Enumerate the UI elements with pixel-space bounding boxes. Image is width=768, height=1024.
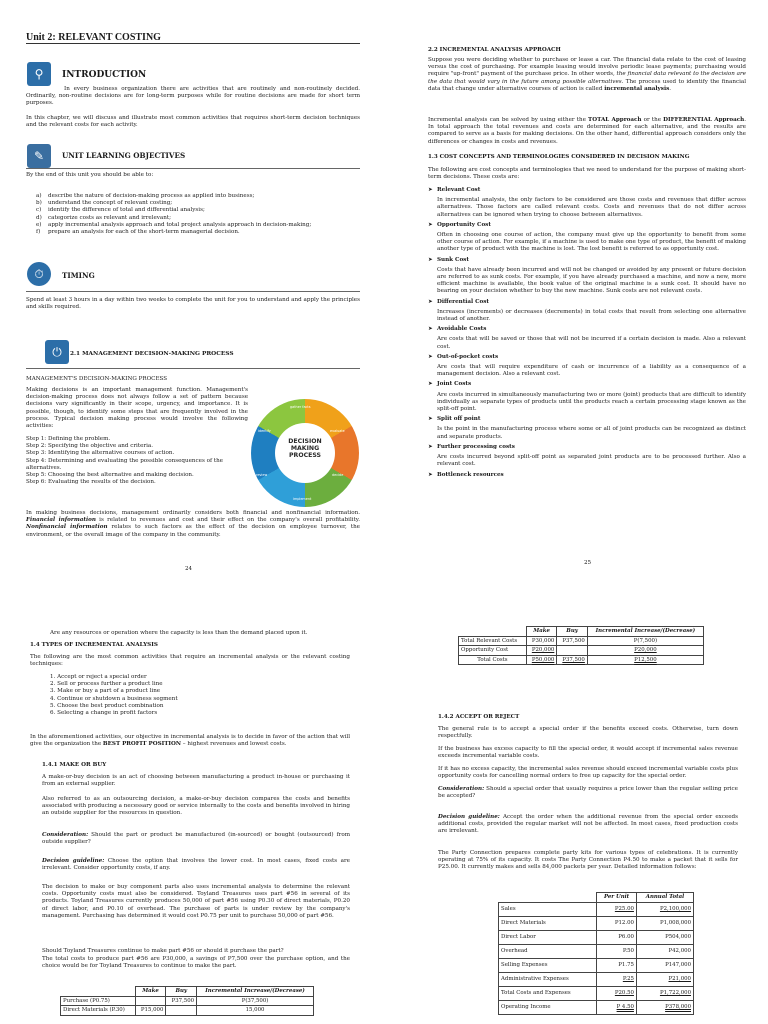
table-header-row: Make Buy Incremental Increase/(Decrease) <box>61 987 314 997</box>
list-item: b) understand the concept of relevant costing; <box>36 200 173 207</box>
segment-label: evaluate <box>330 429 345 433</box>
steps-list <box>26 436 254 486</box>
list-item: ➤ Avoidable Costs Are costs that will be saved or those that will not be incurred if a certain decision is made. Also a relevant cost. <box>428 326 746 350</box>
concepts-lead: The following are cost concepts and terminologies that we need to understand for the purpose of making short-term decisions. These costs are: <box>428 167 746 181</box>
make-buy-table <box>60 986 314 1016</box>
list-item: Step 3: Identifying the alternative courses of action. <box>26 450 175 457</box>
list-item: ➤ Out-of-pocket costs Are costs that will require expenditure of cash or incurrence of a liability as a consequence of a management decision. Also a relevant cost. <box>428 353 746 378</box>
table-header-row: Make Buy Incremental Increase/(Decrease) <box>459 627 704 637</box>
list-item: ➤ Differential Cost Increases (increments) or decreases (decrements) in total costs that result from selecting one alternative instead of another. <box>428 298 746 323</box>
objectives-heading: UNIT LEARNING OBJECTIVES <box>62 151 186 160</box>
page-27 <box>384 600 768 1024</box>
makebuy-paragraph-1: A make-or-buy decision is an act of choosing between manufacturing a product in-house or purchasing it from an external supplier. <box>42 774 350 788</box>
table-row: Total Costs and Expenses P20.50 P1,722,000 <box>499 986 694 1000</box>
table-row: Direct Materials (P.30) P15,000 15,000 <box>61 1006 314 1016</box>
makebuy-question: Should Toyland Treasures continue to make part #56 or should it purchase the part? <box>42 948 284 954</box>
accept-paragraph-4: The Party Connection prepares complete party kits for various types of celebrations. It is currently operating at 75% of its capacity. It costs The Party Connection P4.50 to make a packet that it sells for P25.00. It currently makes and sells 84,000 packets per year. Detailed information follows: <box>438 850 738 871</box>
incremental-paragraph-1: Suppose you were deciding whether to purchase or lease a car. The financial data relate to the cost of leasing versus the cost of purchasing. For example leasing would involve periodic lease payments; purchasing would require "up-front" payment of the purchase price. In other words, the financial data relevant to the decision are the data that would vary in the future among possible alternatives. The process used to identify the financial data that change under alternative courses of action is called incremental analysis. <box>428 57 746 92</box>
segment-label: identify <box>258 429 271 433</box>
decision-cycle-diagram <box>250 398 360 508</box>
list-item: ➤ Bottleneck resources <box>428 471 504 478</box>
arrow-bullet-icon: ➤ <box>428 353 433 360</box>
page-number: 25 <box>584 560 592 566</box>
list-item: Step 4: Determining and evaluating the possible consequences of the alternatives. <box>26 457 223 471</box>
arrow-bullet-icon: ➤ <box>428 256 433 263</box>
arrow-bullet-icon: ➤ <box>428 326 433 333</box>
accept-consideration: Consideration: Should a special order that usually requires a price lower than the regular selling price be accepted? <box>438 786 738 800</box>
accept-guideline: Decision guideline: Accept the order when the additional revenue from the special order exceeds additional costs, provided the regular market will not be affected. In most cases, fixed production costs are irrelevant. <box>438 814 739 835</box>
makebuy-heading: 1.4.1 MAKE OR BUY <box>42 762 107 768</box>
incremental-paragraph-2: Incremental analysis can be solved by using either the TOTAL Approach or the DIFFERENTIAL Approach. In total approach the total revenues and costs are determined for each alternative, and the results are compared to serve as a basis for making decisions. On the other hand, differential approach considers only the differences or changes in costs and revenues. <box>428 117 746 145</box>
divider <box>26 368 360 369</box>
table-header-row: Per Unit Annual Total <box>499 893 694 903</box>
cost-concepts-list <box>428 187 746 479</box>
page-25 <box>384 0 768 600</box>
list-item: Step 1: Defining the problem. <box>26 436 111 442</box>
table-row: Sales P25.00 P2,100,000 <box>499 902 694 916</box>
table-row: Direct Labor P6.00 P504,000 <box>499 930 694 944</box>
makebuy-paragraph-3: The decision to make or buy component parts also uses incremental analysis to determine the relevant costs. Opportunity costs must also be considered. Toyland Treasures uses part #56 in several of its products. Toyland Treasures currently produces 50,000 of part #56 using P0.30 of direct materials, P0.20 of direct labor, and P0.10 of overhead. The purchase of parts is under review by the company's management. Purchasing has determined it would cost P0.75 per unit to purchase 50,000 of part #56. <box>42 884 350 919</box>
divider <box>26 168 360 169</box>
mgmt-subheading: MANAGEMENT'S DECISION-MAKING PROCESS <box>26 376 168 382</box>
mgmt-paragraph-2: In making business decisions, management ordinarily considers both financial and nonfinancial information. Financial information is related to revenues and cost and their effect on the company's overall profitability. Nonfinancial information relates to such factors as the effect of the decision on employee turnover, the environment, or the overall image of the company in the community. <box>26 510 360 538</box>
page-number: 24 <box>185 566 193 572</box>
make-buy-summary-table <box>458 626 704 665</box>
intro-heading: INTRODUCTION <box>62 70 147 80</box>
intro-paragraph-2: In this chapter, we will discuss and illustrate most common activities that requires short-term decision techniques and the relevant costs for each activity. <box>26 115 360 129</box>
table-row: Purchase (P0.75) P37,500 P(37,500) <box>61 996 314 1006</box>
incremental-heading: 2.2 INCREMENTAL ANALYSIS APPROACH <box>428 47 561 53</box>
divider <box>26 291 360 292</box>
segment-label: gather facts <box>290 405 311 409</box>
list-item: Step 5: Choosing the best alternative and making decision. <box>26 472 194 479</box>
table-row: Direct Materials P12.00 P1,008,000 <box>499 916 694 930</box>
list-item: 6. Selecting a change in profit factors <box>50 710 158 717</box>
arrow-bullet-icon: ➤ <box>428 443 433 450</box>
makebuy-conclusion: The total costs to produce part #56 are P30,000, a savings of P7,500 over the purchase option, and the choice would be for Toyland Treasures to continue to make the part. <box>42 956 350 970</box>
accept-paragraph-3: If it has no excess capacity, the incremental sales revenue should exceed incremental variable costs plus opportunity costs for cancelling normal orders to free up capacity for the special order. <box>438 766 738 780</box>
list-item: a) describe the nature of decision-making process as applied into business; <box>36 193 255 199</box>
arrow-bullet-icon: ➤ <box>428 471 433 478</box>
types-list <box>50 674 350 717</box>
mgmt-heading: 2.1 MANAGEMENT DECISION-MAKING PROCESS <box>70 351 234 357</box>
bottleneck-continuation: Are any resources or operation where the capacity is less than the demand placed upon it. <box>50 630 308 636</box>
accept-paragraph-2: If the business has excess capacity to fill the special order, it would accept if incremental sales revenue exceeds incremental variable costs. <box>438 746 738 760</box>
makebuy-guideline: Decision guideline: Choose the option that involves the lower cost. In most cases, fixed costs are irrelevant. Consider opportunity costs, if any. <box>42 858 350 872</box>
list-item: ➤ Opportunity Cost Often in choosing one course of action, the company must give up the opportunity to benefit from some other course of action. For example, if a machine is used to make one type of product, the benefit of making another type of product with the machine is lost. The lost benefit is referred to as opportunity cost. <box>428 221 746 253</box>
intro-paragraph-1: In every business organization there are activities that are routinely and non-routinely decided. Ordinarily, non-routine decisions are for long-term purposes while for routine decisions are made for short term purposes. <box>26 86 360 107</box>
arrow-bullet-icon: ➤ <box>428 298 433 305</box>
stopwatch-icon: ⏱ <box>27 262 51 286</box>
table-row: Opportunity Cost P20,000 P20,000 <box>459 646 704 656</box>
table-row: Total Relevant Costs P30,000 P37,500 P(7,500) <box>459 636 704 646</box>
cycle-center-label: DECISION MAKING PROCESS <box>288 438 322 460</box>
table-row: Administrative Expenses P.25 P21,000 <box>499 972 694 986</box>
makebuy-consideration: Consideration: Should the part or product be manufactured (in-sourced) or bought (outsourced) from outside supplier? <box>42 832 350 846</box>
table-row: Selling Expenses P1.75 P147,000 <box>499 958 694 972</box>
concepts-heading: 1.3 COST CONCEPTS AND TERMINOLOGIES CONSIDERED IN DECISION MAKING <box>428 154 690 160</box>
accept-paragraph-1: The general rule is to accept a special order if the benefits exceed costs. Otherwise, turn down respectfully. <box>438 726 738 740</box>
segment-label: implement <box>293 497 312 501</box>
types-heading: 1.4 TYPES OF INCREMENTAL ANALYSIS <box>30 642 158 648</box>
list-item: 3. Make or buy a part of a product line <box>50 688 161 695</box>
timing-text: Spend at least 3 hours in a day within two weeks to complete the unit for you to understand and apply the principles and skills required. <box>26 297 360 311</box>
list-item: ➤ Sunk Cost Costs that have already been incurred and will not be changed or avoided by any present or future decision are referred to as sunk costs. For example, if you have already purchased a machine, and now a new, more efficient machine is available, the book value of the original machine is a sunk cost. It should have no bearing on your decision whether to buy the new machine. Sunk costs are not relevant costs. <box>428 256 746 295</box>
arrow-bullet-icon: ➤ <box>428 187 433 193</box>
list-item: ➤ Joint Costs Are costs incurred in simultaneously manufacturing two or more (joint) products that are difficult to identify individually as separate types of products until the products reach a certain processing stage known as the split-off point. <box>428 381 746 413</box>
list-item: e) apply incremental analysis approach and total project analysis approach in decision-making; <box>36 221 312 228</box>
objectives-lead: By the end of this unit you should be able to: <box>26 172 154 178</box>
unit-title: Unit 2: RELEVANT COSTING <box>26 34 360 44</box>
list-item: Step 2: Specifying the objective and criteria. <box>26 443 153 450</box>
list-item: d) categorize costs as relevant and irrelevant; <box>36 214 172 221</box>
list-item: 4. Continue or shutdown a business segment <box>50 695 178 702</box>
party-connection-table <box>498 892 694 1015</box>
power-icon: ⏻ <box>45 340 69 364</box>
types-lead: The following are the most common activities that require an incremental analysis or the relevant costing techniques: <box>30 654 350 668</box>
timing-heading: TIMING <box>62 271 95 280</box>
list-item: f) prepare an analysis for each of the short-term managerial decision. <box>36 229 240 236</box>
table-row: Total Costs P50,000 P37,500 P12,500 <box>459 655 704 665</box>
binoculars-icon: ⚲ <box>27 62 51 86</box>
list-item: c) identify the difference of total and differential analysis; <box>36 207 205 214</box>
makebuy-paragraph-2: Also referred to as an outsourcing decision, a make-or-buy decision compares the costs and benefits associated with producing a necessary good or service internally to the costs and benefits involved in hiring an outside supplier for the resources in question. <box>42 796 350 817</box>
arrow-bullet-icon: ➤ <box>428 416 433 423</box>
list-item: ➤ Split off point Is the point in the manufacturing process where some or all of joint products can be recognized as distinct and separate products. <box>428 416 746 440</box>
arrow-bullet-icon: ➤ <box>428 221 433 228</box>
list-item: 2. Sell or process further a product line <box>50 681 163 688</box>
types-paragraph: In the aforementioned activities, our objective in incremental analysis is to decide in favor of the action that will give the organization the BEST PROFIT POSITION – highest revenues and lowest costs. <box>30 734 350 748</box>
list-item: Step 6: Evaluating the results of the decision. <box>26 479 156 486</box>
objectives-icon: ✎ <box>27 144 51 168</box>
mgmt-paragraph-1: Making decisions is an important management function. Management's decision-making process does not always follow a set of pattern because decisions vary significantly in their scope, urgency, and importance. It is possible, though, to identify some steps that are frequently involved in the process. Typical decision making process would involve the following activities: <box>26 387 248 430</box>
table-row: Overhead P.50 P42,000 <box>499 944 694 958</box>
page-26 <box>0 600 384 1024</box>
objectives-list <box>36 193 360 236</box>
accept-heading: 1.4.2 ACCEPT OR REJECT <box>438 714 520 720</box>
list-item: 1. Accept or reject a special order <box>50 674 147 680</box>
arrow-bullet-icon: ➤ <box>428 381 433 388</box>
segment-label: decide <box>332 473 344 477</box>
segment-label: review <box>256 473 268 477</box>
page-24 <box>0 0 384 600</box>
table-row: Operating Income P 4.50 P378,000 <box>499 1000 694 1014</box>
list-item: ➤ Further processing costs Are costs incurred beyond split-off point as separated joint products are to be processed further. Also a relevant cost. <box>428 443 746 468</box>
list-item: 5. Choose the best product combination <box>50 702 164 709</box>
list-item: ➤ Relevant Cost In incremental analysis, the only factors to be considered are those costs and revenues that differ across alternatives. Those factors are called relevant costs. Costs and revenues that do not differ across alternatives can be ignored when trying to choose between alternatives. <box>428 187 746 218</box>
